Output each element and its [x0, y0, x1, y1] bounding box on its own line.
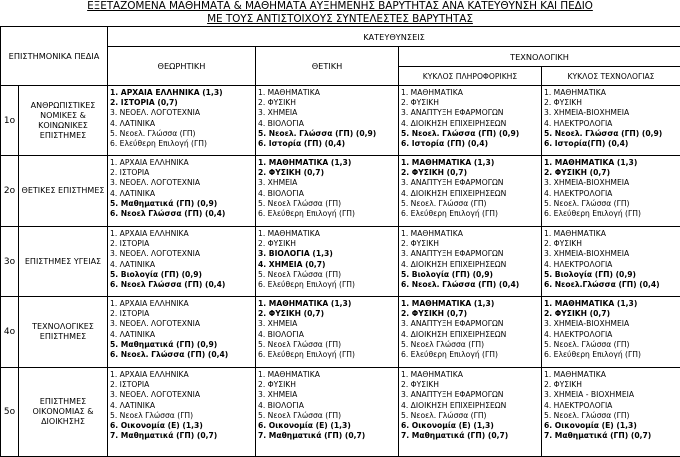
subject-item: 1. ΜΑΘΗΜΑΤΙΚΑ [544, 88, 680, 98]
subject-item: 1. ΜΑΘΗΜΑΤΙΚΑ (1,3) [258, 158, 398, 168]
subjects-cell [542, 156, 680, 227]
subject-item: 5. Βιολογία (ΓΠ) (0,9) [110, 270, 255, 280]
subject-item: 6. Ελεύθερη Επιλογή (ΓΠ) [110, 139, 255, 149]
subject-item: 3. ΝΕΟΕΛ. ΛΟΓΟΤΕΧΝΙΑ [110, 108, 255, 118]
subject-item: 5. Νεοελ Γλώσσα (ΓΠ) [401, 340, 541, 350]
subject-item: 6. Νεοελ Γλώσσα (ΓΠ) (0,4) [110, 209, 255, 219]
table-row [1, 156, 680, 227]
subject-item: 7. Μαθηματικά (ΓΠ) (0,7) [110, 431, 255, 441]
subject-item: 1. ΜΑΘΗΜΑΤΙΚΑ (1,3) [544, 158, 680, 168]
subject-item: 4. ΛΑΤΙΝΙΚΑ [110, 119, 255, 129]
field-name: ΑΝΘΡΩΠΙΣΤΙΚΕΣ ΝΟΜΙΚΕΣ & ΚΟΙΝΩΝΙΚΕΣ ΕΠΙΣΤΗΜΕΣ [19, 86, 108, 156]
subject-item: 6. Ελεύθερη Επιλογή (ΓΠ) [258, 209, 398, 219]
subject-item: 4. ΔΙΟΙΚΗΣΗ ΕΠΙΧΕΙΡΗΣΕΩΝ [401, 330, 541, 340]
subject-item: 6. Ιστορία(ΓΠ) (0,4) [544, 139, 680, 149]
subject-item: 5. Νεοελ. Γλώσσα (ΓΠ) [110, 129, 255, 139]
subject-item: 5. Νεοελ. Γλώσσα (ΓΠ) [544, 411, 680, 421]
subjects-cell [108, 297, 256, 368]
subject-item: 5. Νεοελ. Γλώσσα (ΓΠ) (0,9) [401, 129, 541, 139]
subjects-cell [399, 156, 542, 227]
subject-item: 3. ΑΝΑΠΤΥΞΗ ΕΦΑΡΜΟΓΩΝ [401, 108, 541, 118]
subject-item: 3. ΧΗΜΕΙΑ-ΒΙΟΧΗΜΕΙΑ [544, 178, 680, 188]
subject-item: 5. Νεοελ. Γλώσσα (ΓΠ) [544, 199, 680, 209]
subjects-cell [399, 297, 542, 368]
subject-item: 3. ΑΝΑΠΤΥΞΗ ΕΦΑΡΜΟΓΩΝ [401, 178, 541, 188]
field-number: 3ο [1, 227, 19, 297]
subject-item: 5. Βιολογία (ΓΠ) (0,9) [401, 270, 541, 280]
field-number: 5ο [1, 368, 19, 457]
subject-item: 1. ΜΑΘΗΜΑΤΙΚΑ (1,3) [258, 299, 398, 309]
subject-item: 2. ΦΥΣΙΚΗ (0,7) [258, 309, 398, 319]
subject-item: 6. Ελεύθερη Επιλογή (ΓΠ) [401, 209, 541, 219]
field-number: 4ο [1, 297, 19, 368]
subject-item: 3. ΧΗΜΕΙΑ [258, 178, 398, 188]
subject-item: 5. Νεοελ Γλώσσα (ΓΠ) [110, 411, 255, 421]
field-name: ΕΠΙΣΤΗΜΕΣ ΟΙΚΟΝΟΜΙΑΣ & ΔΙΟΙΚΗΣΗΣ [19, 368, 108, 457]
subject-item: 4. ΗΛΕΚΤΡΟΛΟΓΙΑ [544, 330, 680, 340]
subject-item: 4. ΛΑΤΙΝΙΚΑ [110, 330, 255, 340]
subject-item: 1. ΜΑΘΗΜΑΤΙΚΑ [401, 229, 541, 239]
subjects-cell [256, 227, 399, 297]
table-row [1, 297, 680, 368]
subject-item: 2. ΦΥΣΙΚΗ [401, 239, 541, 249]
subject-item: 4. ΒΙΟΛΟΓΙΑ [258, 189, 398, 199]
subjects-cell [108, 156, 256, 227]
subject-item: 1. ΜΑΘΗΜΑΤΙΚΑ [401, 88, 541, 98]
subjects-cell [542, 227, 680, 297]
subjects-cell [256, 86, 399, 156]
subject-item: 6. Ελεύθερη Επιλογή (ΓΠ) [544, 209, 680, 219]
subject-item: 2. ΦΥΣΙΚΗ [544, 239, 680, 249]
field-number: 1ο [1, 86, 19, 156]
subject-item: 7. Μαθηματικά (ΓΠ) (0,7) [544, 431, 680, 441]
table-row [1, 86, 680, 156]
subject-item: 6. Ιστορία (ΓΠ) (0,4) [401, 139, 541, 149]
subject-item: 3. ΑΝΑΠΤΥΞΗ ΕΦΑΡΜΟΓΩΝ [401, 390, 541, 400]
title-line-1: ΕΞΕΤΑΖΟΜΕΝΑ ΜΑΘΗΜΑΤΑ & ΜΑΘΗΜΑΤΑ ΑΥΞΗΜΕΝΗΣ ΒΑΡΥΤΗΤΑΣ ΑΝΑ ΚΑΤΕΥΘΥΝΣΗ ΚΑΙ ΠΕΔΙΟ [0, 0, 680, 13]
subject-item: 4. ΗΛΕΚΤΡΟΛΟΓΙΑ [544, 119, 680, 129]
field-name: ΕΠΙΣΤΗΜΕΣ ΥΓΕΙΑΣ [19, 227, 108, 297]
subject-item: 5. Μαθηματικά (ΓΠ) (0,9) [110, 199, 255, 209]
subject-item: 5. Νεοελ. Γλώσσα (ΓΠ) (0,9) [544, 129, 680, 139]
subject-item: 4. ΗΛΕΚΤΡΟΛΟΓΙΑ [544, 401, 680, 411]
subject-item: 6. Νεοελ.Γλώσσα (ΓΠ) (0,4) [544, 280, 680, 290]
subject-item: 3. ΧΗΜΕΙΑ [258, 108, 398, 118]
subject-item: 3. ΝΕΟΕΛ. ΛΟΓΟΤΕΧΝΙΑ [110, 249, 255, 259]
subject-item: 5. Νεοελ. Γλώσσα (ΓΠ) [401, 411, 541, 421]
subject-item: 4. ΒΙΟΛΟΓΙΑ [258, 330, 398, 340]
subject-item: 5. Νεοελ Γλώσσα (ΓΠ) [258, 411, 398, 421]
subject-item: 2. ΦΥΣΙΚΗ (0,7) [258, 168, 398, 178]
subject-item: 6. Οικονομία (Ε) (1,3) [258, 421, 398, 431]
subject-item: 5. Νεοελ. Γλώσσα (ΓΠ) (0,9) [258, 129, 398, 139]
subject-item: 3. ΒΙΟΛΟΓΙΑ (1,3) [258, 249, 398, 259]
subject-item: 7. Μαθηματικά (ΓΠ) (0,7) [401, 431, 541, 441]
subject-item: 2. ΦΥΣΙΚΗ (0,7) [401, 309, 541, 319]
subject-item: 4. ΔΙΟΙΚΗΣΗ ΕΠΙΧΕΙΡΗΣΕΩΝ [401, 189, 541, 199]
page-title [0, 0, 680, 26]
positive-header: ΘΕΤΙΚΗ [256, 47, 399, 86]
subject-item: 1. ΜΑΘΗΜΑΤΙΚΑ (1,3) [401, 299, 541, 309]
subject-item: 1. ΜΑΘΗΜΑΤΙΚΑ [258, 229, 398, 239]
subjects-cell [542, 297, 680, 368]
subject-item: 2. ΦΥΣΙΚΗ (0,7) [544, 309, 680, 319]
subject-item: 4. ΔΙΟΙΚΗΣΗ ΕΠΙΧΕΙΡΗΣΕΩΝ [401, 260, 541, 270]
subject-item: 6. Οικονομία (Ε) (1,3) [401, 421, 541, 431]
subjects-table [0, 26, 680, 457]
subject-item: 1. ΑΡΧΑΙΑ ΕΛΛΗΝΙΚΑ [110, 158, 255, 168]
subject-item: 2. ΦΥΣΙΚΗ [401, 380, 541, 390]
subject-item: 2. ΦΥΣΙΚΗ [401, 98, 541, 108]
cycle-tech-header: ΚΥΚΛΟΣ ΤΕΧΝΟΛΟΓΙΑΣ [542, 67, 680, 86]
subject-item: 6. Ελεύθερη Επιλογή (ΓΠ) [401, 350, 541, 360]
subject-item: 5. Νεοελ. Γλώσσα (ΓΠ) [401, 199, 541, 209]
subject-item: 6. Ελεύθερη Επιλογή (ΓΠ) [544, 350, 680, 360]
subject-item: 2. ΦΥΣΙΚΗ [258, 98, 398, 108]
subject-item: 5. Νεοελ Γλώσσα (ΓΠ) [258, 340, 398, 350]
subject-item: 5. Νεοελ Γλώσσα (ΓΠ) [258, 199, 398, 209]
subject-item: 5. Μαθηματικά (ΓΠ) (0,9) [110, 340, 255, 350]
subject-item: 1. ΑΡΧΑΙΑ ΕΛΛΗΝΙΚΑ [110, 299, 255, 309]
subject-item: 1. ΜΑΘΗΜΑΤΙΚΑ [258, 88, 398, 98]
subject-item: 6. Νεοελ Γλώσσα (ΓΠ) (0,4) [110, 280, 255, 290]
subject-item: 2. ΙΣΤΟΡΙΑ [110, 168, 255, 178]
subject-item: 3. ΝΕΟΕΛ. ΛΟΓΟΤΕΧΝΙΑ [110, 319, 255, 329]
subject-item: 4. ΗΛΕΚΤΡΟΛΟΓΙΑ [544, 189, 680, 199]
subjects-cell [256, 368, 399, 457]
subject-item: 1. ΜΑΘΗΜΑΤΙΚΑ [258, 370, 398, 380]
subject-item: 4. ΛΑΤΙΝΙΚΑ [110, 260, 255, 270]
theoretical-header: ΘΕΩΡΗΤΙΚΗ [108, 47, 256, 86]
subject-item: 3. ΑΝΑΠΤΥΞΗ ΕΦΑΡΜΟΓΩΝ [401, 319, 541, 329]
field-number: 2ο [1, 156, 19, 227]
subject-item: 2. ΙΣΤΟΡΙΑ (0,7) [110, 98, 255, 108]
field-name: ΤΕΧΝΟΛΟΓΙΚΕΣ ΕΠΙΣΤΗΜΕΣ [19, 297, 108, 368]
subject-item: 4. ΔΙΟΙΚΗΣΗ ΕΠΙΧΕΙΡΗΣΕΩΝ [401, 119, 541, 129]
subject-item: 7. Μαθηματικά (ΓΠ) (0,7) [258, 431, 398, 441]
subject-item: 4. ΗΛΕΚΤΡΟΛΟΓΙΑ [544, 260, 680, 270]
subjects-cell [108, 368, 256, 457]
technological-header: ΤΕΧΝΟΛΟΓΙΚΗ [399, 47, 680, 67]
subject-item: 6. Οικονομία (Ε) (1,3) [544, 421, 680, 431]
subject-item: 4. ΔΙΟΙΚΗΣΗ ΕΠΙΧΕΙΡΗΣΕΩΝ [401, 401, 541, 411]
subject-item: 2. ΦΥΣΙΚΗ (0,7) [544, 168, 680, 178]
subjects-cell [542, 368, 680, 457]
subject-item: 4. ΛΑΤΙΝΙΚΑ [110, 401, 255, 411]
subject-item: 6. Ελεύθερη Επιλογή (ΓΠ) [258, 280, 398, 290]
subjects-cell [108, 86, 256, 156]
cycle-info-header: ΚΥΚΛΟΣ ΠΛΗΡΟΦΟΡΙΚΗΣ [399, 67, 542, 86]
subject-item: 3. ΧΗΜΕΙΑ - ΒΙΟΧΗΜΕΙΑ [544, 390, 680, 400]
subject-item: 3. ΧΗΜΕΙΑ [258, 390, 398, 400]
subject-item: 3. ΧΗΜΕΙΑ-ΒΙΟΧΗΜΕΙΑ [544, 249, 680, 259]
subject-item: 1. ΜΑΘΗΜΑΤΙΚΑ [401, 370, 541, 380]
subject-item: 4. ΒΙΟΛΟΓΙΑ [258, 401, 398, 411]
subject-item: 6. Νεοελ. Γλώσσα (ΓΠ) (0,4) [110, 350, 255, 360]
subject-item: 3. ΧΗΜΕΙΑ [258, 319, 398, 329]
subject-item: 6. Νεοελ. Γλώσσα (ΓΠ) (0,4) [401, 280, 541, 290]
subject-item: 1. ΑΡΧΑΙΑ ΕΛΛΗΝΙΚΑ [110, 229, 255, 239]
subject-item: 2. ΙΣΤΟΡΙΑ [110, 239, 255, 249]
subject-item: 2. ΦΥΣΙΚΗ [258, 380, 398, 390]
subject-item: 4. ΧΗΜΕΙΑ (0,7) [258, 260, 398, 270]
subject-item: 2. ΦΥΣΙΚΗ [544, 380, 680, 390]
subject-item: 2. ΙΣΤΟΡΙΑ [110, 380, 255, 390]
subjects-cell [399, 227, 542, 297]
title-line-2: ΜΕ ΤΟΥΣ ΑΝΤΙΣΤΟΙΧΟΥΣ ΣΥΝΤΕΛΕΣΤΕΣ ΒΑΡΥΤΗΤΑΣ [0, 13, 680, 26]
table-row [1, 227, 680, 297]
directions-header: ΚΑΤΕΥΘΥΝΣΕΙΣ [108, 27, 680, 47]
subject-item: 3. ΑΝΑΠΤΥΞΗ ΕΦΑΡΜΟΓΩΝ [401, 249, 541, 259]
subjects-cell [399, 368, 542, 457]
subject-item: 5. Νεοελ Γλώσσα (ΓΠ) [258, 270, 398, 280]
subjects-cell [399, 86, 542, 156]
fields-header: ΕΠΙΣΤΗΜΟΝΙΚΑ ΠΕΔΙΑ [1, 27, 108, 86]
subject-item: 2. ΦΥΣΙΚΗ [258, 239, 398, 249]
subject-item: 1. ΑΡΧΑΙΑ ΕΛΛΗΝΙΚΑ [110, 370, 255, 380]
subject-item: 1. ΜΑΘΗΜΑΤΙΚΑ (1,3) [401, 158, 541, 168]
subject-item: 3. ΝΕΟΕΛ. ΛΟΓΟΤΕΧΝΙΑ [110, 390, 255, 400]
subject-item: 6. Ιστορία (ΓΠ) (0,4) [258, 139, 398, 149]
subject-item: 2. ΙΣΤΟΡΙΑ [110, 309, 255, 319]
subject-item: 2. ΦΥΣΙΚΗ [544, 98, 680, 108]
table-row [1, 368, 680, 457]
subject-item: 2. ΦΥΣΙΚΗ (0,7) [401, 168, 541, 178]
subject-item: 3. ΝΕΟΕΛ. ΛΟΓΟΤΕΧΝΙΑ [110, 178, 255, 188]
subject-item: 6. Οικονομία (Ε) (1,3) [110, 421, 255, 431]
subjects-cell [256, 156, 399, 227]
subject-item: 1. ΜΑΘΗΜΑΤΙΚΑ [544, 229, 680, 239]
subjects-cell [256, 297, 399, 368]
subject-item: 4. ΒΙΟΛΟΓΙΑ [258, 119, 398, 129]
subject-item: 5. Βιολογία (ΓΠ) (0,9) [544, 270, 680, 280]
subject-item: 6. Ελεύθερη Επιλογή (ΓΠ) [258, 350, 398, 360]
subject-item: 5. Νεοελ. Γλώσσα (ΓΠ) [544, 340, 680, 350]
subjects-cell [108, 227, 256, 297]
subjects-cell [542, 86, 680, 156]
subject-item: 3. ΧΗΜΕΙΑ-ΒΙΟΧΗΜΕΙΑ [544, 108, 680, 118]
subject-item: 1. ΑΡΧΑΙΑ ΕΛΛΗΝΙΚΑ (1,3) [110, 88, 255, 98]
subject-item: 3. ΧΗΜΕΙΑ-ΒΙΟΧΗΜΕΙΑ [544, 319, 680, 329]
subject-item: 1. ΜΑΘΗΜΑΤΙΚΑ (1,3) [544, 299, 680, 309]
subject-item: 4. ΛΑΤΙΝΙΚΑ [110, 189, 255, 199]
subject-item: 1. ΜΑΘΗΜΑΤΙΚΑ [544, 370, 680, 380]
field-name: ΘΕΤΙΚΕΣ ΕΠΙΣΤΗΜΕΣ [19, 156, 108, 227]
